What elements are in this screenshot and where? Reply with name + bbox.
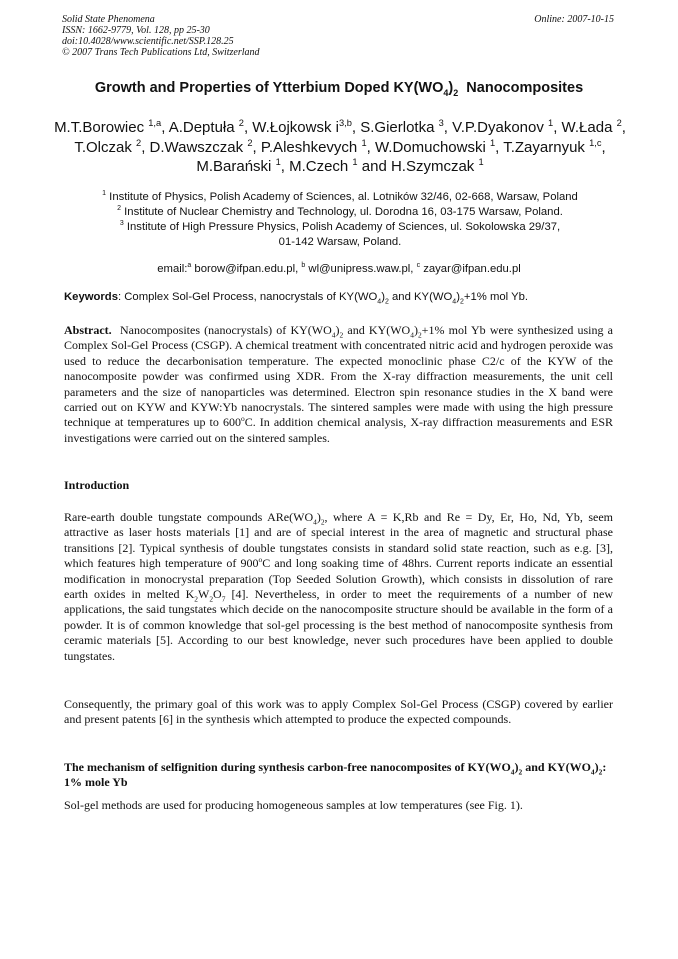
doi-line: doi:10.4028/www.scientific.net/SSP.128.25 bbox=[62, 36, 234, 47]
section-2-heading: The mechanism of selfignition during synthesis carbon-free nanocomposites of $KY(WO_4)_2$ and $KY(WO_4)_2$: 1% mole Yb bbox=[64, 760, 607, 790]
author-list: M.T.Borowiec $^{1,a}$, A.Deptuła $^2$, W.Łojkowsk $i^{3,b}$, S.Gierlotka $^3$, V.P.Dyakonov $^1$, W.Łada $^2$, T.Olczak $^2$, D.Wawszczak $^2$, P.Aleshkevych $^1$, W.Domuchowski $^1$, T.Zayarnyuk $^{1,c}$, M.Barański $^1$, M.Czech $^1$ and H.Szymczak $^1$ bbox=[54, 118, 626, 175]
introduction-heading: Introduction bbox=[64, 478, 130, 492]
abstract-label: Abstract. bbox=[64, 323, 112, 337]
section-2-paragraph-1: Sol-gel methods are used for producing homogeneous samples at low temperatures (see Fig. 1). bbox=[64, 798, 523, 812]
paper-title: Growth and Properties of Ytterbium Doped $KY(WO_4)_2$ Nanocomposites bbox=[94, 80, 584, 98]
affiliations bbox=[40, 190, 640, 250]
affiliation-1: $^1$ Institute of Physics, Polish Academy of Sciences, al. Lotników 32/46, 02-668, Warsaw, Poland bbox=[102, 190, 578, 203]
copyright-line: © 2007 Trans Tech Publications Ltd, Switzerland bbox=[62, 47, 260, 58]
keywords: Keywords: Complex Sol-Gel Process, nanocrystals of $KY(WO_4)_2$ and $KY(WO_4)_2+1\%$ mol Yb. bbox=[64, 291, 529, 306]
affiliation-2: $^2$ Institute of Nuclear Chemistry and Technology, ul. Dorodna 16, 03-175 Warsaw, Poland. bbox=[117, 205, 563, 218]
abstract: Abstract. Nanocomposites (nanocrystals) of $KY(WO_4)_2$ and $KY(WO_4)_2+1\%$ mol Yb were synthesized using a Complex Sol-Gel Process (CSGP). A chemical treatment with concentrated nitric acid and hydrogen peroxide was used to reduce the decarbonisation temperature. The expected monoclinic phase C2/c of the KYW of the nanocomposite powder was confirmed using XDR. From the X-ray diffraction measurements, the unit cell parameters and the size of nanoparticles was determined. Electron spin resonance studies in the X band were carried out on KYW and KYW:Yb nanocrystals. The sintered samples were made with using the high pressure technique at temperatures up to 600$^o$C. In addition chemical analysis, X-ray diffraction measurements and ESR investigations were carried out on the sintered samples. bbox=[64, 323, 614, 445]
running-header bbox=[62, 14, 614, 58]
online-date: Online: 2007-10-15 bbox=[534, 14, 614, 25]
introduction-paragraph-2: Consequently, the primary goal of this work was to apply Complex Sol-Gel Process (CSGP) covered by earlier and present patents [6] in the synthesis which attempted to produce the expected compounds. bbox=[64, 697, 613, 727]
affiliation-3: $^3$ Institute of High Pressure Physics, Polish Academy of Sciences, ul. Sokolowska 29/37, bbox=[119, 220, 561, 233]
journal-name: Solid State Phenomena bbox=[62, 14, 155, 25]
issn-line: ISSN: 1662-9779, Vol. 128, pp 25-30 bbox=[62, 25, 210, 36]
email-line: email:$^a$ borow@ifpan.edu.pl, $^b$ wl@unipress.waw.pl, $^c$ zayar@ifpan.edu.pl bbox=[157, 262, 521, 275]
affiliation-3-line-2: 01-142 Warsaw, Poland. bbox=[278, 236, 402, 248]
introduction-paragraph-1: Rare-earth double tungstate compounds $ARe(WO_4)_2$, where A = K,Rb and Re = Dy, Er, Ho, Nd, Yb, seem attractive as laser hosts materials [1] and are of special interest in the area of magnetic and structural phase transitions [2]. Typical synthesis of double tungstates consists in standard solid state reaction, such as e.g. [3], which features high temperature of 900$^o$C and long soaking time of 48hrs. Current reports indicate an essential modification in monocrystal preparation (Top Seeded Solution Growth), which consists in dissolution of rare earth oxides in melted $K_2W_2O_7$ [4]. Nevertheless, in order to meet the requirements of a number of new applications, the said tungstates which decide on the nanocomposite structure should be available in the form of a powder. It is of common knowledge that sol-gel processing is the best method of nanocomposite synthesis from ceramic materials [5]. According to our best knowledge, never such procedures have been applied to double tungstates. bbox=[64, 510, 613, 663]
